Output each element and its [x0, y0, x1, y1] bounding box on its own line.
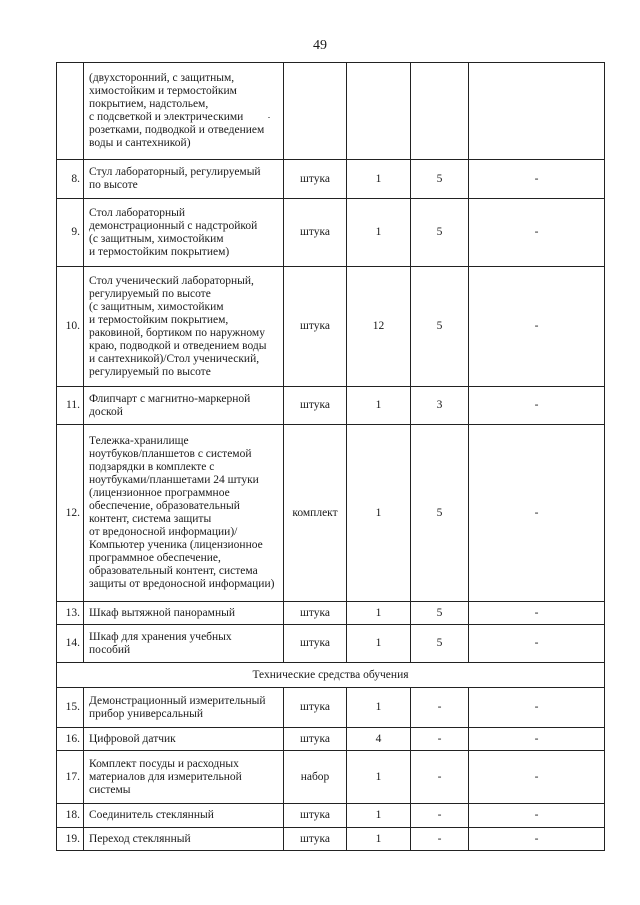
quantity: 1 [347, 625, 411, 663]
quantity: 1 [347, 751, 411, 804]
table-row [57, 425, 605, 602]
quantity-secondary: - [411, 804, 469, 828]
quantity-secondary: 3 [411, 387, 469, 425]
table-row [57, 63, 605, 160]
table-row [57, 387, 605, 425]
note: - [469, 602, 605, 625]
quantity: 4 [347, 728, 411, 751]
unit-of-measure: штука [284, 267, 347, 387]
row-number: 13. [57, 602, 84, 625]
unit-of-measure: штука [284, 387, 347, 425]
item-name: Шкаф для хранения учебных пособий [84, 625, 284, 663]
quantity-secondary: - [411, 751, 469, 804]
row-number: 8. [57, 160, 84, 199]
note: - [469, 728, 605, 751]
row-number: 14. [57, 625, 84, 663]
item-name: Шкаф вытяжной панорамный [84, 602, 284, 625]
unit-of-measure: штука [284, 688, 347, 728]
note: - [469, 199, 605, 267]
table-row [57, 199, 605, 267]
section-title: Технические средства обучения [57, 663, 605, 688]
unit-of-measure: комплект [284, 425, 347, 602]
quantity-secondary [411, 63, 469, 160]
note: - [469, 828, 605, 851]
note: - [469, 425, 605, 602]
unit-of-measure: штука [284, 625, 347, 663]
section-row [57, 663, 605, 688]
table-row [57, 828, 605, 851]
row-number: 16. [57, 728, 84, 751]
unit-of-measure: штука [284, 602, 347, 625]
item-name: Стол лабораторный демонстрационный с надстройкой (с защитным, химостойким и термостойким покрытием) [84, 199, 284, 267]
quantity-secondary: 5 [411, 625, 469, 663]
row-number: 11. [57, 387, 84, 425]
item-name: Соединитель стеклянный [84, 804, 284, 828]
unit-of-measure: штука [284, 160, 347, 199]
quantity: 1 [347, 804, 411, 828]
quantity: 1 [347, 425, 411, 602]
unit-of-measure: набор [284, 751, 347, 804]
row-number: 12. [57, 425, 84, 602]
stray-mark [268, 117, 270, 118]
note: - [469, 267, 605, 387]
equipment-table-body [57, 63, 605, 851]
row-number [57, 63, 84, 160]
quantity-secondary: - [411, 688, 469, 728]
row-number: 19. [57, 828, 84, 851]
item-name: Флипчарт с магнитно-маркерной доской [84, 387, 284, 425]
row-number: 9. [57, 199, 84, 267]
row-number: 15. [57, 688, 84, 728]
quantity: 12 [347, 267, 411, 387]
quantity-secondary: 5 [411, 199, 469, 267]
item-name: Комплект посуды и расходных материалов для измерительной системы [84, 751, 284, 804]
table-row [57, 751, 605, 804]
quantity: 1 [347, 160, 411, 199]
item-name: Стол ученический лабораторный, регулируемый по высоте (с защитным, химостойким и термостойким покрытием, раковиной, бортиком по наружному краю, подводкой и отведением воды и сантехникой)/Стол ученический, регулируемый по высоте [84, 267, 284, 387]
table-row [57, 625, 605, 663]
unit-of-measure [284, 63, 347, 160]
table-row [57, 267, 605, 387]
equipment-table [56, 62, 605, 851]
quantity-secondary: - [411, 728, 469, 751]
note [469, 63, 605, 160]
quantity-secondary: 5 [411, 160, 469, 199]
quantity-secondary: 5 [411, 425, 469, 602]
quantity: 1 [347, 828, 411, 851]
note: - [469, 625, 605, 663]
item-name: Тележка-хранилище ноутбуков/планшетов с системой подзарядки в комплекте с ноутбуками/планшетами 24 штуки (лицензионное программное обеспечение, образовательный контент, система защиты от вредоносной информации)/ Компьютер ученика (лицензионное программное обеспечение, образовательный контент, система защиты от вредоносной информации) [84, 425, 284, 602]
table-row [57, 728, 605, 751]
note: - [469, 804, 605, 828]
note: - [469, 387, 605, 425]
item-name: Демонстрационный измерительный прибор универсальный [84, 688, 284, 728]
unit-of-measure: штука [284, 199, 347, 267]
quantity-secondary: 5 [411, 267, 469, 387]
unit-of-measure: штука [284, 728, 347, 751]
quantity [347, 63, 411, 160]
row-number: 17. [57, 751, 84, 804]
row-number: 10. [57, 267, 84, 387]
table-row [57, 602, 605, 625]
quantity-secondary: 5 [411, 602, 469, 625]
note: - [469, 160, 605, 199]
item-name: (двухсторонний, с защитным, химостойким и термостойким покрытием, надстольем, с подсветкой и электрическими розетками, подводкой и отведением воды и сантехникой) [84, 63, 284, 160]
quantity: 1 [347, 602, 411, 625]
quantity-secondary: - [411, 828, 469, 851]
item-name: Переход стеклянный [84, 828, 284, 851]
table-row [57, 160, 605, 199]
unit-of-measure: штука [284, 828, 347, 851]
table-row [57, 804, 605, 828]
note: - [469, 751, 605, 804]
unit-of-measure: штука [284, 804, 347, 828]
item-name: Цифровой датчик [84, 728, 284, 751]
quantity: 1 [347, 199, 411, 267]
quantity: 1 [347, 387, 411, 425]
note: - [469, 688, 605, 728]
quantity: 1 [347, 688, 411, 728]
row-number: 18. [57, 804, 84, 828]
page-number: 49 [313, 38, 327, 53]
item-name: Стул лабораторный, регулируемый по высоте [84, 160, 284, 199]
table-row [57, 688, 605, 728]
